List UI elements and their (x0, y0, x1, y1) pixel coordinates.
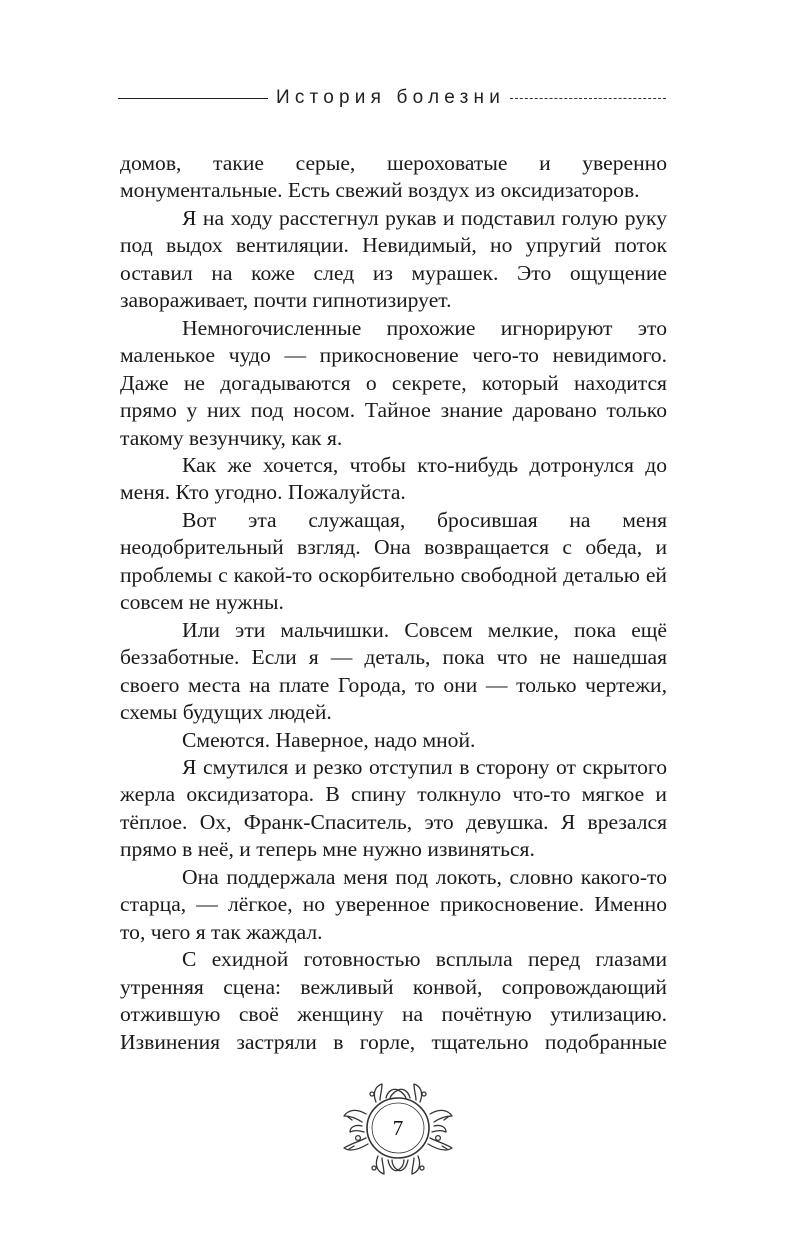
running-header (118, 84, 666, 114)
paragraph: Смеются. Наверное, надо мной. (182, 727, 476, 752)
paragraph: Я смутился и резко отступил в сторону от скрытого жерла оксидизатора. В спину толкнуло что-то мягкое и тёплое. Ох, Франк-Спаситель, это девушка. Я врезался прямо в неё, и теперь мне нужно извиняться. (120, 754, 667, 862)
body-text (120, 150, 667, 1056)
page-number: 7 (392, 1116, 404, 1140)
header-rule-left (118, 98, 268, 99)
paragraph: Или эти мальчишки. Совсем мелкие, пока ещё беззаботные. Если я — деталь, пока что не нашедшая своего места на плате Города, то они — только чертежи, схемы будущих людей. (120, 617, 667, 725)
page-number-ornament (338, 1080, 458, 1180)
paragraph: Я на ходу расстегнул рукав и подставил голую руку под выдох вентиляции. Невидимый, но упругий поток оставил на коже след из мурашек. Это ощущение завораживает, почти гипнотизирует. (120, 205, 667, 313)
header-rule-right (510, 98, 666, 99)
running-title: История болезни (276, 87, 506, 108)
paragraph: Вот эта служащая, бросившая на меня неодобрительный взгляд. Она возвращается с обеда, и проблемы с какой-то оскорбительно свободной деталью ей совсем не нужны. (120, 507, 667, 615)
paragraph: Она поддержала меня под локоть, словно какого-то старца, — лёгкое, но уверенное прикосновение. Именно то, чего я так жаждал. (120, 864, 667, 944)
paragraph: С ехидной готовностью всплыла перед глазами утренняя сцена: вежливый конвой, сопровождающий отжившую своё женщину на почётную утилизацию. Извинения застряли в горле, тщательно подобранные (120, 947, 667, 1054)
paragraph: домов, такие серые, шероховатые и уверенно монументальные. Есть свежий воздух из оксидизаторов. (120, 151, 667, 203)
paragraph: Немногочисленные прохожие игнорируют это маленькое чудо — прикосновение чего-то невидимого. Даже не догадываются о секрете, который находится прямо у них под носом. Тайное знание даровано только такому везунчику, как я. (120, 315, 667, 450)
paragraph: Как же хочется, чтобы кто-нибудь дотронулся до меня. Кто угодно. Пожалуйста. (120, 452, 667, 505)
